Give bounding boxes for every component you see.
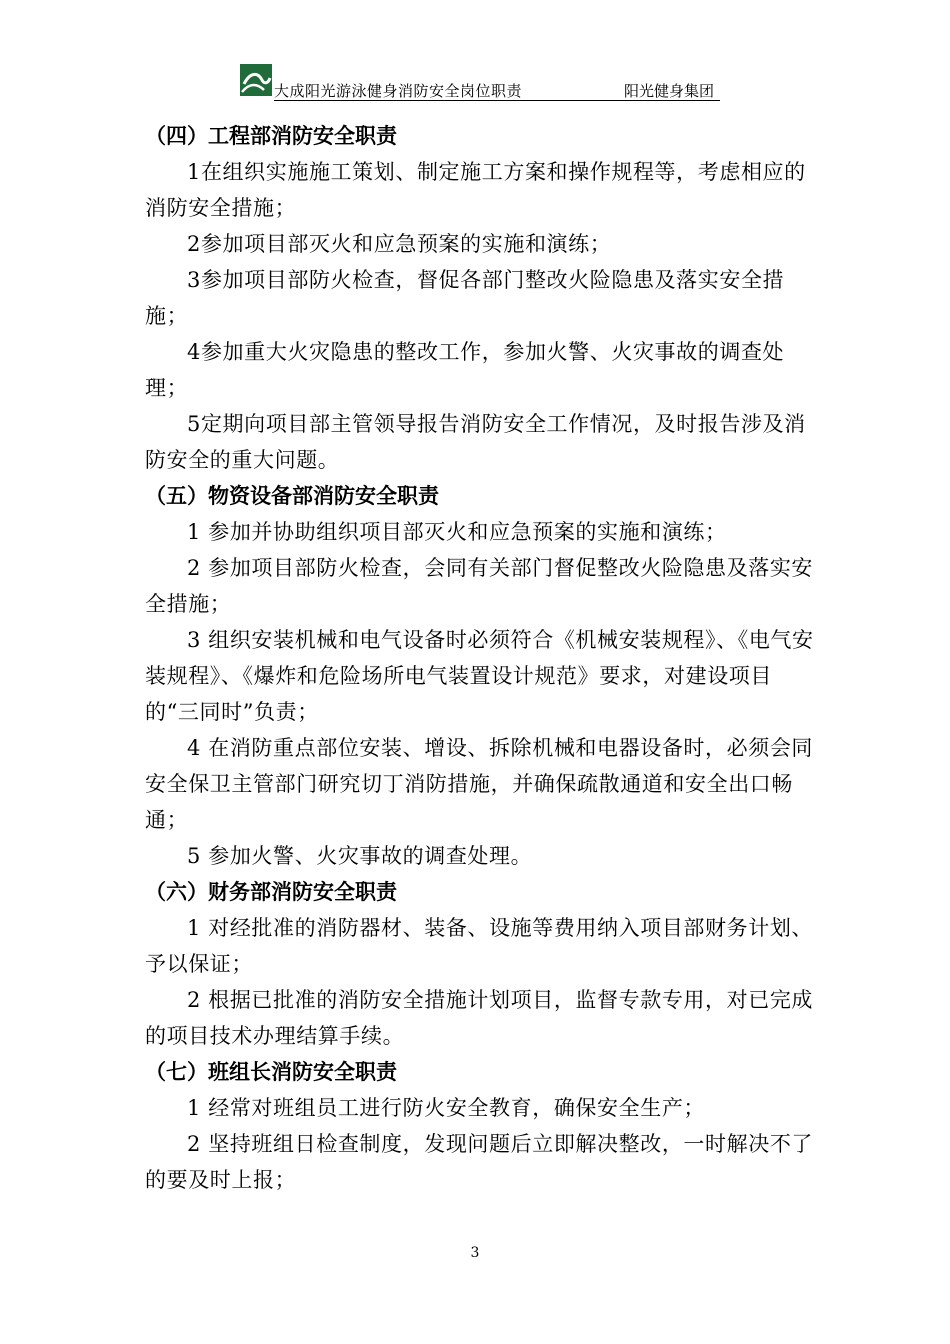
page-header (240, 64, 720, 104)
company-logo-icon (240, 64, 272, 96)
list-item: 2 根据已批准的消防安全措施计划项目，监督专款专用，对已完成的项目技术办理结算手续。 (145, 988, 814, 1048)
list-item: 2 参加项目部防火检查，会同有关部门督促整改火险隐患及落实安全措施； (145, 556, 814, 616)
list-item: 3参加项目部防火检查，督促各部门整改火险隐患及落实安全措施； (145, 268, 785, 328)
list-item: 5 参加火警、火灾事故的调查处理。 (187, 844, 533, 868)
list-item: 3 组织安装机械和电气设备时必须符合《机械安装规程》、《电气安装规程》、《爆炸和危险场所电气装置设计规范》要求，对建设项目的“三同时”负责； (145, 628, 814, 724)
section-heading: （四）工程部消防安全职责 (145, 123, 397, 148)
company-name: 阳光健身集团 (624, 82, 715, 100)
list-item: 2 坚持班组日检查制度，发现问题后立即解决整改，一时解决不了的要及时上报； (145, 1132, 814, 1192)
list-item: 1 对经批准的消防器材、装备、设施等费用纳入项目部财务计划、予以保证； (145, 916, 814, 976)
list-item: 1在组织实施施工策划、制定施工方案和操作规程等，考虑相应的消防安全措施； (145, 160, 806, 220)
section-heading: （六）财务部消防安全职责 (145, 879, 397, 904)
list-item: 5定期向项目部主管领导报告消防安全工作情况，及时报告涉及消防安全的重大问题。 (145, 412, 806, 472)
section-heading: （五）物资设备部消防安全职责 (145, 483, 439, 508)
list-item: 2参加项目部灭火和应急预案的实施和演练； (187, 232, 612, 256)
list-item: 4参加重大火灾隐患的整改工作，参加火警、火灾事故的调查处理； (145, 340, 785, 400)
header-divider (274, 100, 720, 101)
document-body (145, 118, 815, 1198)
page-number: 3 (470, 1245, 480, 1261)
section-heading: （七）班组长消防安全职责 (145, 1059, 397, 1084)
list-item: 4 在消防重点部位安装、增设、拆除机械和电器设备时，必须会同安全保卫主管部门研究切丁消防措施，并确保疏散通道和安全出口畅通； (145, 736, 814, 832)
list-item: 1 经常对班组员工进行防火安全教育，确保安全生产； (187, 1096, 706, 1120)
list-item: 1 参加并协助组织项目部灭火和应急预案的实施和演练； (187, 520, 727, 544)
document-title: 大成阳光游泳健身消防安全岗位职责 (274, 82, 523, 100)
